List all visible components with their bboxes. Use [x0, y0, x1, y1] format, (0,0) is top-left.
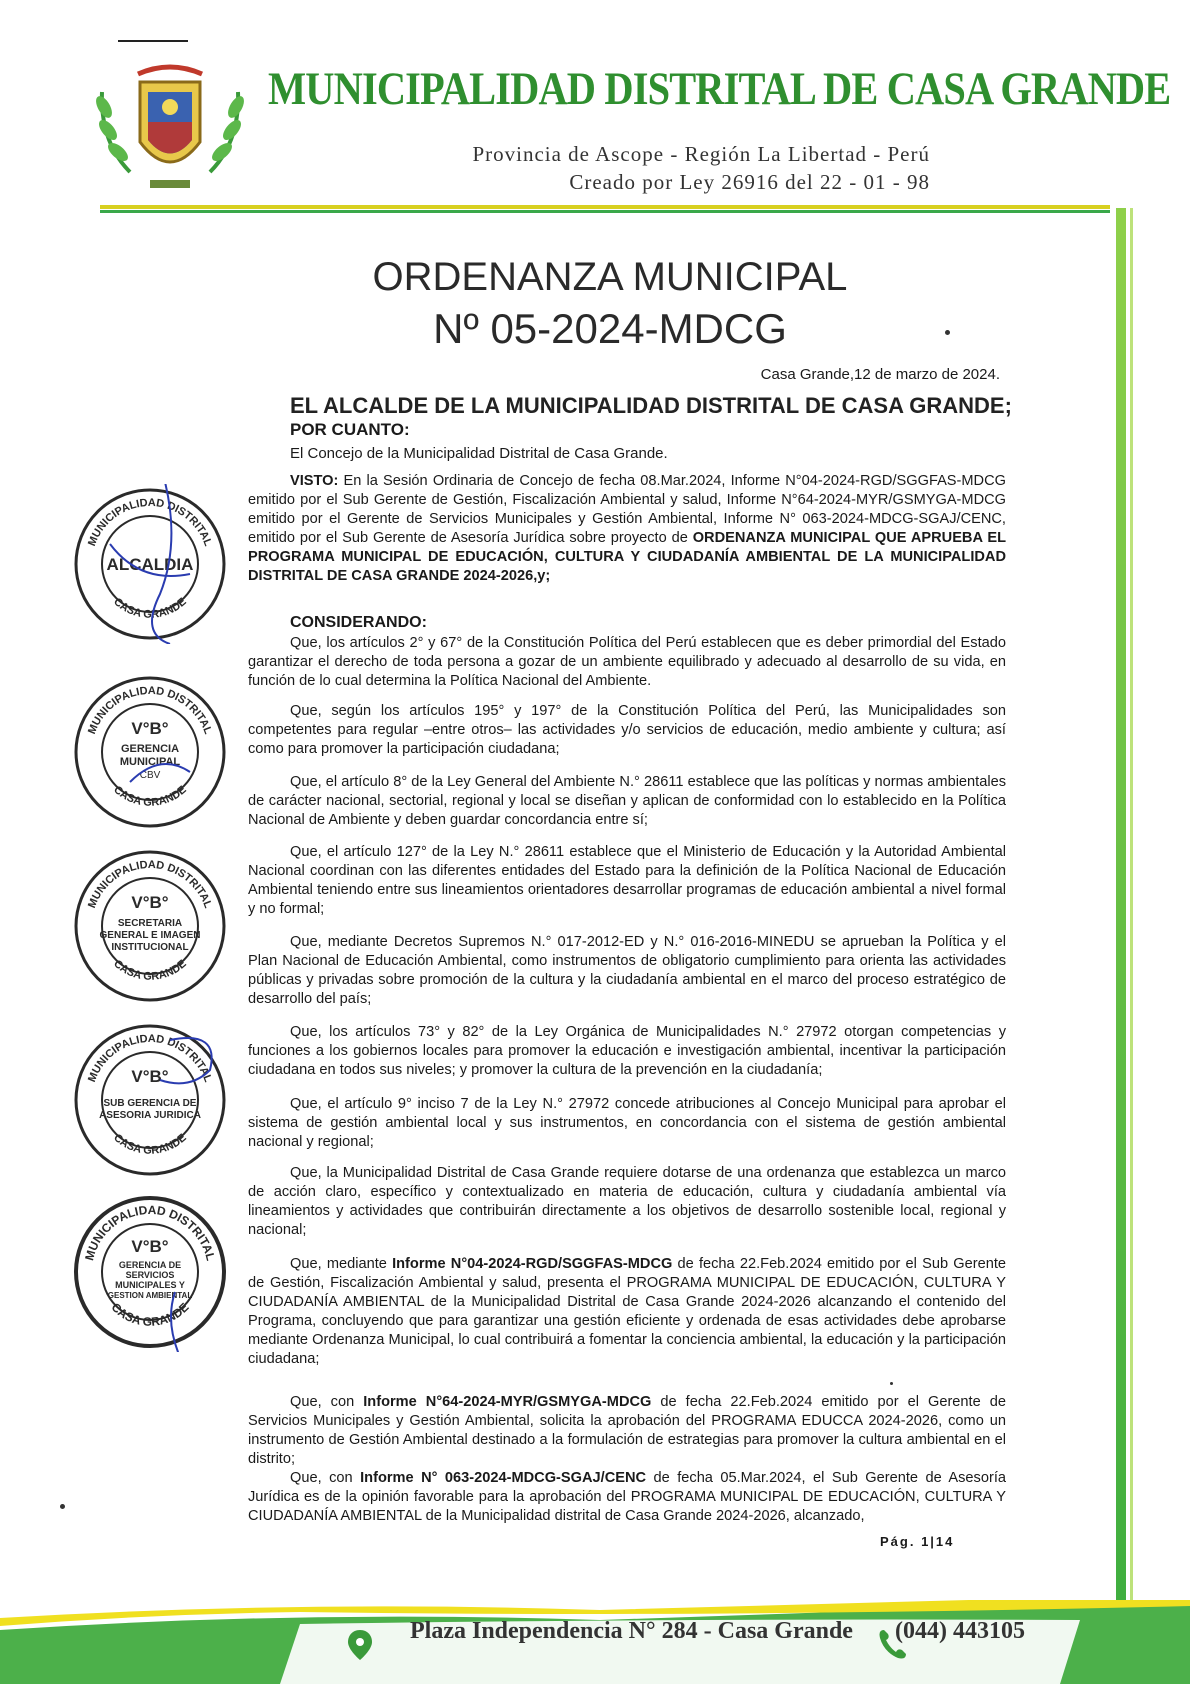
- paragraph-9: [248, 1255, 1006, 1369]
- header-rule-yellow: [100, 205, 1110, 209]
- stamp-sg-mid2: GENERAL E IMAGEN: [99, 930, 201, 941]
- ink-dot: [945, 330, 950, 335]
- footer-contact: [410, 1618, 1025, 1645]
- paragraph-10-informe: Informe N°64-2024-MYR/GSMYGA-MDCG: [363, 1394, 652, 1410]
- stamp-aj-bottom: CASA GRANDE: [111, 1131, 189, 1157]
- concejo-line: El Concejo de la Municipalidad Distrital de Casa Grande.: [290, 445, 668, 462]
- svg-text:CASA GRANDE: [111, 958, 189, 983]
- svg-text:CASA GRANDE: [108, 1300, 191, 1329]
- visto-paragraph: [248, 472, 1006, 586]
- stamp-gm-mid2: MUNICIPAL: [119, 756, 181, 768]
- paragraph-8: [248, 1164, 1006, 1240]
- paragraph-11: [248, 1469, 1006, 1526]
- paragraph-1-text: Que, los artículos 2° y 67° de la Constitución Política del Perú establecen que es deber primordial del Estado garantizar el derecho de toda persona a gozar de un ambiente equilibrado y adecuado al desarrollo de su vida, en función de lo cual determina la Política Nacional del Ambiente.: [248, 635, 1006, 689]
- paragraph-8-text: Que, la Municipalidad Distrital de Casa Grande requiere dotarse de una ordenanza que establezca un marco de acción claro, específico y contextualizado en materia de educación, cultura y ciudadanía ambiental vía lineamientos y actividades que contribuirán directamente a los objetivos de desarrollo sostenible local, regional y nacional;: [248, 1165, 1006, 1238]
- stamp-alcaldia: [70, 484, 230, 644]
- paragraph-3: [248, 773, 1006, 830]
- header-subtitle-province: Provincia de Ascope - Región La Libertad - Perú: [472, 142, 930, 166]
- side-green-bar: [1116, 208, 1126, 1608]
- header-title: MUNICIPALIDAD DISTRITAL DE CASA GRANDE: [268, 63, 1171, 115]
- document-number: Nº 05-2024-MDCG: [433, 305, 787, 352]
- ink-dot: [890, 1382, 893, 1385]
- paragraph-5: [248, 933, 1006, 1009]
- visto-text: En la Sesión Ordinaria de Concejo de fecha 08.Mar.2024, Informe N°04-2024-RGD/SGGFAS-MDCG emitido por el Sub Gerente de Gestión, Fiscalización Ambiental y salud, Informe N°64-2024-MYR/GSMYGA-MDCG emitido por el Gerente de Servicios Municipales y Gestión Ambiental, Informe N° 063-2024-MDCG-SGAJ/CENC, emitido por el Sub Gerente de Asesoría Jurídica sobre proyecto de: [248, 473, 1006, 546]
- stamp-sm-mid4: GESTION AMBIENTAL: [107, 1291, 193, 1300]
- paragraph-1: [248, 634, 1006, 691]
- stamp-sg-mid3: INSTITUCIONAL: [111, 942, 189, 953]
- stamp-gm-bottom: CASA GRANDE: [111, 783, 189, 809]
- ink-dot: [60, 1504, 65, 1509]
- stamp-aj-vb: V°B°: [131, 1067, 169, 1086]
- stamp-alcaldia-mid: ALCALDIA: [106, 555, 194, 574]
- stamp-sm-top: MUNICIPALIDAD DISTRITAL: [82, 1202, 218, 1263]
- stamp-sm-bottom: CASA GRANDE: [108, 1300, 192, 1329]
- header-subtitle-law: Creado por Ley 26916 del 22 - 01 - 98: [569, 170, 930, 194]
- paragraph-6: [248, 1023, 1006, 1080]
- stamp-secretaria-general: [70, 846, 230, 1006]
- paragraph-11-text-a: Que, con: [290, 1470, 361, 1486]
- visto-bold-text: ORDENANZA MUNICIPAL QUE APRUEBA EL PROGRAMA MUNICIPAL DE EDUCACIÓN, CULTURA Y CIUDADANÍA AMBIENTAL DE LA MUNICIPALIDAD DISTRITAL DE CASA GRANDE 2024-2026,y;: [248, 530, 1006, 584]
- header-rule-green: [100, 210, 1110, 213]
- stamp-gm-mid3: CBV: [139, 770, 161, 781]
- paragraph-10: [248, 1393, 1006, 1469]
- paragraph-3-text: Que, el artículo 8° de la Ley General del Ambiente N.° 28611 establece que las políticas y normas ambientales de carácter nacional, sectorial, regional y local se diseñan y aplican de conformidad con lo establecido en la Política Nacional de Ambiente y deben guardar concordancia entre sí;: [248, 774, 1006, 828]
- stamp-aj-top: MUNICIPALIDAD DISTRITAL: [86, 1032, 214, 1084]
- paragraph-7: [248, 1095, 1006, 1152]
- page-number: Pág. 1|14: [880, 1534, 955, 1549]
- document-date: Casa Grande,12 de marzo de 2024.: [760, 366, 1000, 383]
- stamp-alcaldia-bottom: CASA GRANDE: [111, 595, 189, 621]
- stamp-sm-vb: V°B°: [131, 1237, 169, 1256]
- svg-text:CASA GRANDE: [111, 1132, 189, 1157]
- por-cuanto-heading: POR CUANTO:: [290, 420, 410, 439]
- paragraph-2: [248, 702, 1006, 759]
- paragraph-9-text-c: de fecha 22.Feb.2024 emitido por el Sub Gerente de Gestión, Fiscalización Ambiental y salud, presenta el PROGRAMA MUNICIPAL DE EDUCACIÓN, CULTURA Y CIUDADANÍA AMBIENTAL de la Municipalidad Distrital de Casa Grande 2024-2026 alcanzando el contenido del Programa, concluyendo que para garantizar una gestión eficiente y ordenada de esas actividades debe aprobarse mediante Ordenanza Municipal, lo cual contribuirá a fomentar la conciencia ambiental, la educación y la participación ciudadana;: [248, 1256, 1006, 1367]
- paragraph-2-text: Que, según los artículos 195° y 197° de la Constitución Política del Perú, las Municipalidades son competentes para regular –entre otros– las actividades y/o servicios de educación, medio ambiente y cultura; así como para promover la participación ciudadana;: [248, 703, 1006, 757]
- considerando-heading: CONSIDERANDO:: [290, 614, 427, 631]
- stamp-alcaldia-top: MUNICIPALIDAD DISTRITAL: [86, 496, 214, 548]
- stamp-gm-vb: V°B°: [131, 719, 169, 738]
- stamp-sm-mid2: SERVICIOS: [125, 1270, 175, 1280]
- paragraph-4: [248, 843, 1006, 919]
- paragraph-6-text: Que, los artículos 73° y 82° de la Ley Orgánica de Municipalidades N.° 27972 otorgan competencias y funciones a los gobiernos locales para promover la educación e investigación ambiental, incentivar la participación ciudadana en todos sus niveles; y promover la cultura de la prevención en la ciudadanía;: [248, 1024, 1006, 1078]
- paragraph-4-text: Que, el artículo 127° de la Ley N.° 28611 establece que el Ministerio de Educación y la Autoridad Ambiental Nacional coordinan con las diferentes entidades del Estado para la definición de la Política Nacional de Educación Ambiental teniendo entre sus lineamientos orientadores desarrollar programas de educación ambiental a nivel formal y no formal;: [248, 844, 1006, 917]
- stamp-aj-mid1: SUB GERENCIA DE: [103, 1098, 197, 1109]
- stamp-aj-mid2: ASESORIA JURIDICA: [99, 1110, 201, 1121]
- stamp-servicios-municipales: [70, 1192, 230, 1352]
- coat-of-arms-logo: [90, 52, 250, 202]
- stamp-sg-vb: V°B°: [131, 893, 169, 912]
- alcalde-heading: EL ALCALDE DE LA MUNICIPALIDAD DISTRITAL DE CASA GRANDE;: [290, 393, 1012, 418]
- visto-label: VISTO:: [290, 473, 339, 489]
- stamp-gm-top: MUNICIPALIDAD DISTRITAL: [86, 684, 214, 736]
- paragraph-5-text: Que, mediante Decretos Supremos N.° 017-2012-ED y N.° 016-2016-MINEDU se aprueban la Política y el Plan Nacional de Educación Ambiental, como instrumentos de obligatorio cumplimiento para orienta las actividades públicas y privadas sobre promoción de la cultura y la ciudadanía ambiental en el marco del proceso estratégico de desarrollo del país;: [248, 934, 1006, 1007]
- side-light-bar: [1130, 208, 1133, 1608]
- stamp-sg-top: MUNICIPALIDAD DISTRITAL: [86, 858, 214, 910]
- paragraph-9-text-a: Que, mediante: [290, 1256, 393, 1272]
- stamp-sm-mid3: MUNICIPALES Y: [115, 1280, 185, 1290]
- paragraph-7-text: Que, el artículo 9° inciso 7 de la Ley N.° 27972 concede atribuciones al Concejo Municipal para aprobar el sistema de gestión ambiental local y sus instrumentos, en concordancia con el sistema de gestión ambiental nacional y regional;: [248, 1096, 1006, 1150]
- paragraph-10-text-a: Que, con: [290, 1394, 364, 1410]
- stamp-gerencia-municipal: [70, 672, 230, 832]
- svg-text:CASA GRANDE: [111, 784, 189, 809]
- stamp-sg-mid1: SECRETARIA: [117, 918, 183, 929]
- paragraph-11-text-c: de fecha 05.Mar.2024, el Sub Gerente de Asesoría Jurídica es de la opinión favorable para la aprobación del PROGRAMA MUNICIPAL DE EDUCACIÓN, CULTURA Y CIUDADANÍA AMBIENTAL de la Municipalidad distrital de Casa Grande 2024-2026, alcanzado,: [248, 1470, 1006, 1524]
- stamp-gm-mid1: GERENCIA: [120, 743, 180, 755]
- svg-text:CASA GRANDE: [111, 596, 189, 621]
- footer-address: Plaza Independencia N° 284 - Casa Grande: [410, 1618, 853, 1644]
- stamp-asesoria-juridica: [70, 1020, 230, 1180]
- paragraph-11-informe: Informe N° 063-2024-MDCG-SGAJ/CENC: [360, 1470, 647, 1486]
- footer-phone: (044) 443105: [894, 1618, 1025, 1644]
- header-top-line: [118, 40, 188, 42]
- paragraph-10-text-c: de fecha 22.Feb.2024 emitido por el Gerente de Servicios Municipales y Gestión Ambiental, solicita la aprobación del PROGRAMA EDUCCA 2024-2026, como un instrumento de Gestión Ambiental destinado a la formulación de estrategias para promover la cultura ambiental en el distrito;: [248, 1394, 1006, 1467]
- stamp-sg-bottom: CASA GRANDE: [111, 957, 189, 983]
- document-title: ORDENANZA MUNICIPAL: [372, 255, 848, 299]
- paragraph-9-informe: Informe N°04-2024-RGD/SGGFAS-MDCG: [392, 1256, 673, 1272]
- stamp-sm-mid1: GERENCIA DE: [118, 1260, 182, 1270]
